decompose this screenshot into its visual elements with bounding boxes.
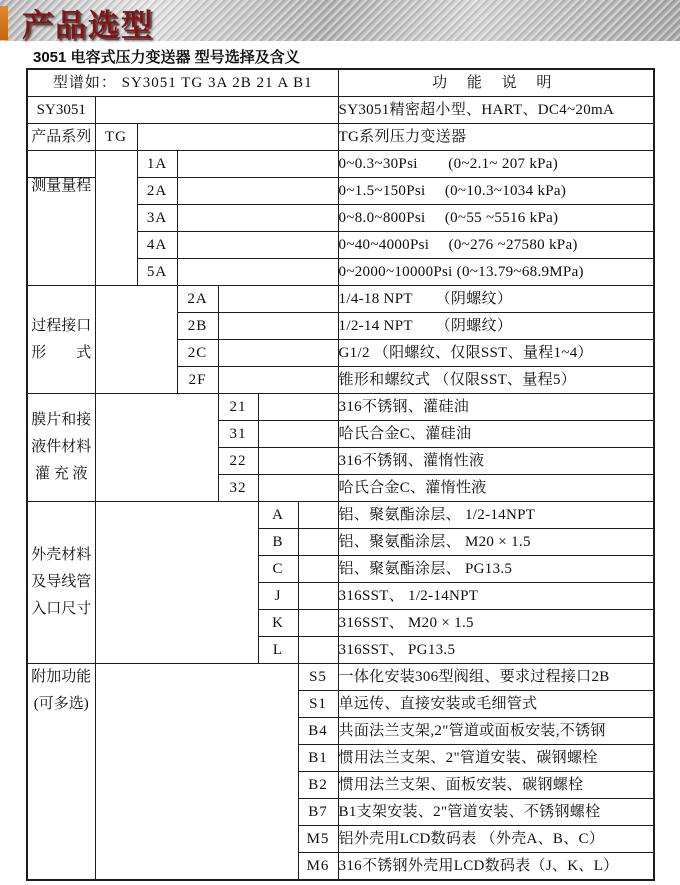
section-label-cell	[27, 664, 95, 881]
desc-cell: SY3051精密超小型、HART、DC4~20mA	[338, 97, 654, 124]
model-spectrum-cell: 型谱如： SY3051 TG 3A 2B 21 A B1	[27, 69, 338, 97]
spacer-cell	[298, 610, 338, 637]
table-subtitle: 3051 电容式压力变送器 型号选择及含义	[33, 49, 300, 66]
code-cell: 31	[218, 421, 258, 448]
code-cell: 2C	[177, 340, 218, 367]
code-cell: B2	[298, 772, 338, 799]
code-cell: 22	[218, 448, 258, 475]
section-label-line: 液件材料	[31, 439, 92, 455]
code-cell: TG	[95, 124, 137, 151]
desc-cell: 铝、聚氨酯涂层、 M20 × 1.5	[338, 529, 654, 556]
code-cell: M5	[298, 826, 338, 853]
spacer-cell	[218, 313, 338, 340]
spacer-cell	[258, 448, 338, 475]
code-cell: 2A	[137, 178, 177, 205]
table-row	[27, 286, 654, 313]
table-row	[27, 69, 654, 97]
section-label-line: 灌 充 液	[34, 466, 88, 482]
section-label-line: 过程接口	[31, 317, 92, 334]
desc-cell: 铝外壳用LCD数码表 （外壳A、B、C）	[338, 826, 654, 853]
desc-cell: 1/4-18 NPT （阴螺纹）	[338, 286, 654, 313]
code-cell: B1	[298, 745, 338, 772]
spacer-cell	[95, 286, 177, 394]
spacer-cell	[177, 232, 338, 259]
spacer-cell	[95, 664, 298, 881]
spacer-cell	[177, 151, 338, 178]
section-label-cell: 产品系列	[27, 124, 95, 151]
spacer-cell	[95, 394, 218, 502]
section-label-line: 膜片和接	[31, 412, 92, 428]
code-cell: 1A	[137, 151, 177, 178]
code-cell: 32	[218, 475, 258, 502]
desc-cell: 1/2-14 NPT （阴螺纹）	[338, 313, 654, 340]
section-label-line: 及导线管	[31, 574, 92, 590]
spacer-cell	[177, 259, 338, 286]
spacer-cell	[177, 178, 338, 205]
function-header-cell: 功 能 说 明	[338, 69, 654, 97]
desc-cell: 0~1.5~150Psi (0~10.3~1034 kPa)	[338, 178, 654, 205]
code-cell: C	[258, 556, 298, 583]
code-cell: 4A	[137, 232, 177, 259]
spacer-cell	[258, 394, 338, 421]
code-cell: S5	[298, 664, 338, 691]
spacer-cell	[298, 502, 338, 529]
section-label-cell	[27, 394, 95, 502]
orange-accent-bar	[0, 6, 8, 40]
desc-cell: 哈氏合金C、灌惰性液	[338, 475, 654, 502]
section-label-line: 形 式	[31, 344, 92, 361]
desc-cell: 共面法兰支架,2"管道或面板安装,不锈钢	[338, 718, 654, 745]
code-cell: B	[258, 529, 298, 556]
spacer-cell	[218, 367, 338, 394]
code-cell: B7	[298, 799, 338, 826]
table-row	[27, 664, 654, 691]
page-title: 产品选型	[22, 8, 154, 43]
desc-cell: 0~2000~10000Psi (0~13.79~68.9MPa)	[338, 259, 654, 286]
table-row	[27, 394, 654, 421]
desc-cell: 316不锈钢外壳用LCD数码表（J、K、L）	[338, 853, 654, 881]
desc-cell: TG系列压力变送器	[338, 124, 654, 151]
spacer-cell	[298, 529, 338, 556]
code-cell: 21	[218, 394, 258, 421]
code-cell: 2A	[177, 286, 218, 313]
desc-cell: 铝、聚氨酯涂层、 PG13.5	[338, 556, 654, 583]
code-cell: 5A	[137, 259, 177, 286]
page-banner	[0, 0, 680, 41]
spacer-cell	[258, 475, 338, 502]
desc-cell: 0~0.3~30Psi (0~2.1~ 207 kPa)	[338, 151, 654, 178]
desc-cell: 316SST、 M20 × 1.5	[338, 610, 654, 637]
code-cell: K	[258, 610, 298, 637]
spacer-cell	[95, 97, 338, 124]
section-label-line: 入口尺寸	[31, 601, 92, 617]
table-row	[27, 151, 654, 178]
code-cell: 2B	[177, 313, 218, 340]
desc-cell: 哈氏合金C、灌硅油	[338, 421, 654, 448]
spacer-cell	[27, 151, 95, 178]
code-cell: S1	[298, 691, 338, 718]
desc-cell: 惯用法兰支架、2"管道安装、碳钢螺栓	[338, 745, 654, 772]
table-row	[27, 502, 654, 529]
spacer-cell	[298, 637, 338, 664]
spacer-cell	[298, 556, 338, 583]
spacer-cell	[177, 205, 338, 232]
desc-cell: 316SST、 1/2-14NPT	[338, 583, 654, 610]
code-cell: J	[258, 583, 298, 610]
desc-cell: 316SST、 PG13.5	[338, 637, 654, 664]
section-label-line: (可多选)	[33, 696, 89, 712]
desc-cell: 316不锈钢、灌硅油	[338, 394, 654, 421]
desc-cell: 一体化安装306型阀组、要求过程接口2B	[338, 664, 654, 691]
code-cell: B4	[298, 718, 338, 745]
code-cell: 2F	[177, 367, 218, 394]
section-label-cell	[27, 502, 95, 664]
table-row	[27, 97, 654, 124]
desc-cell: 惯用法兰支架、面板安装、碳钢螺栓	[338, 772, 654, 799]
model-selection-table	[26, 68, 655, 881]
code-cell: L	[258, 637, 298, 664]
code-cell: 3A	[137, 205, 177, 232]
desc-cell: G1/2 （阳螺纹、仅限SST、量程1~4）	[338, 340, 654, 367]
section-label-cell: 测量量程	[27, 178, 95, 286]
code-cell: M6	[298, 853, 338, 881]
section-label-cell	[27, 286, 95, 394]
section-label-line: 附加功能	[31, 669, 92, 685]
spacer-cell	[218, 340, 338, 367]
code-cell: A	[258, 502, 298, 529]
desc-cell: 316不锈钢、灌惰性液	[338, 448, 654, 475]
spacer-cell	[95, 502, 258, 664]
desc-cell: 单远传、直接安装或毛细管式	[338, 691, 654, 718]
spacer-cell	[137, 124, 338, 151]
desc-cell: 锥形和螺纹式 （仅限SST、量程5）	[338, 367, 654, 394]
table-row	[27, 124, 654, 151]
desc-cell: 0~8.0~800Psi (0~55 ~5516 kPa)	[338, 205, 654, 232]
spacer-cell	[95, 151, 137, 286]
spacer-cell	[218, 286, 338, 313]
spacer-cell	[258, 421, 338, 448]
section-label-line: 外壳材料	[31, 547, 92, 563]
desc-cell: 0~40~4000Psi (0~276 ~27580 kPa)	[338, 232, 654, 259]
section-label-cell: SY3051	[27, 97, 95, 124]
spacer-cell	[298, 583, 338, 610]
desc-cell: B1支架安装、2"管道安装、不锈钢螺栓	[338, 799, 654, 826]
desc-cell: 铝、聚氨酯涂层、 1/2-14NPT	[338, 502, 654, 529]
